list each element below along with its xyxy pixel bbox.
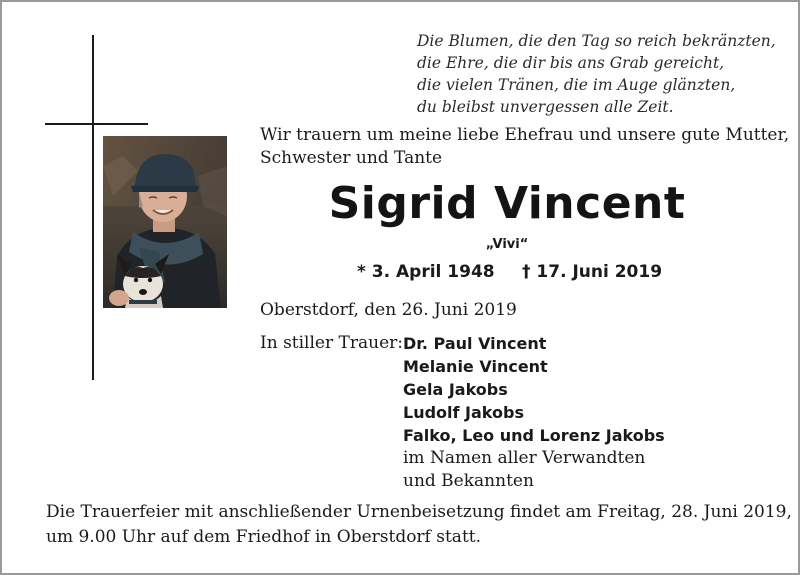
poem-line: Die Blumen, die den Tag so reich bekränzten, [417, 32, 776, 50]
mourner-name: Dr. Paul Vincent [403, 334, 547, 353]
mourner-name: Ludolf Jakobs [403, 403, 524, 422]
mourners-extra-line: im Namen aller Verwandten [403, 448, 646, 468]
intro-line: Schwester und Tante [260, 148, 443, 168]
funeral-info [46, 500, 792, 550]
funeral-line: um 9.00 Uhr auf dem Friedhof in Oberstdorf statt. [46, 527, 482, 547]
poem-line: die Ehre, die dir bis ans Grab gereicht, [417, 54, 725, 72]
mourners-extra-line: und Bekannten [403, 470, 534, 491]
deceased-name: Sigrid Vincent [328, 178, 686, 229]
portrait-illustration [103, 136, 227, 308]
poem-line: die vielen Tränen, die im Auge glänzten, [417, 76, 736, 94]
mourning-label: In stiller Trauer: [260, 333, 403, 353]
death-date: † 17. Juni 2019 [522, 262, 663, 282]
mourner-name: Gela Jakobs [403, 380, 508, 399]
mourners-list [403, 332, 783, 492]
portrait-photo [103, 136, 227, 308]
birth-date: * 3. April 1948 [357, 262, 495, 282]
mourner-name: Melanie Vincent [403, 357, 548, 376]
deceased-nickname: „Vivi“ [485, 237, 529, 252]
cross-vertical-bar [92, 35, 94, 380]
cross-horizontal-bar [45, 123, 148, 125]
intro-text [260, 124, 790, 170]
intro-line: Wir trauern um meine liebe Ehefrau und unsere gute Mutter, [260, 125, 790, 145]
place-and-date: Oberstdorf, den 26. Juni 2019 [260, 300, 517, 320]
poem-line: du bleibst unvergessen alle Zeit. [417, 98, 674, 116]
poem [417, 30, 787, 118]
mourner-name: Falko, Leo und Lorenz Jakobs [403, 426, 665, 445]
funeral-line: Die Trauerfeier mit anschließender Urnenbeisetzung findet am Freitag, 28. Juni 2019, [46, 502, 792, 522]
